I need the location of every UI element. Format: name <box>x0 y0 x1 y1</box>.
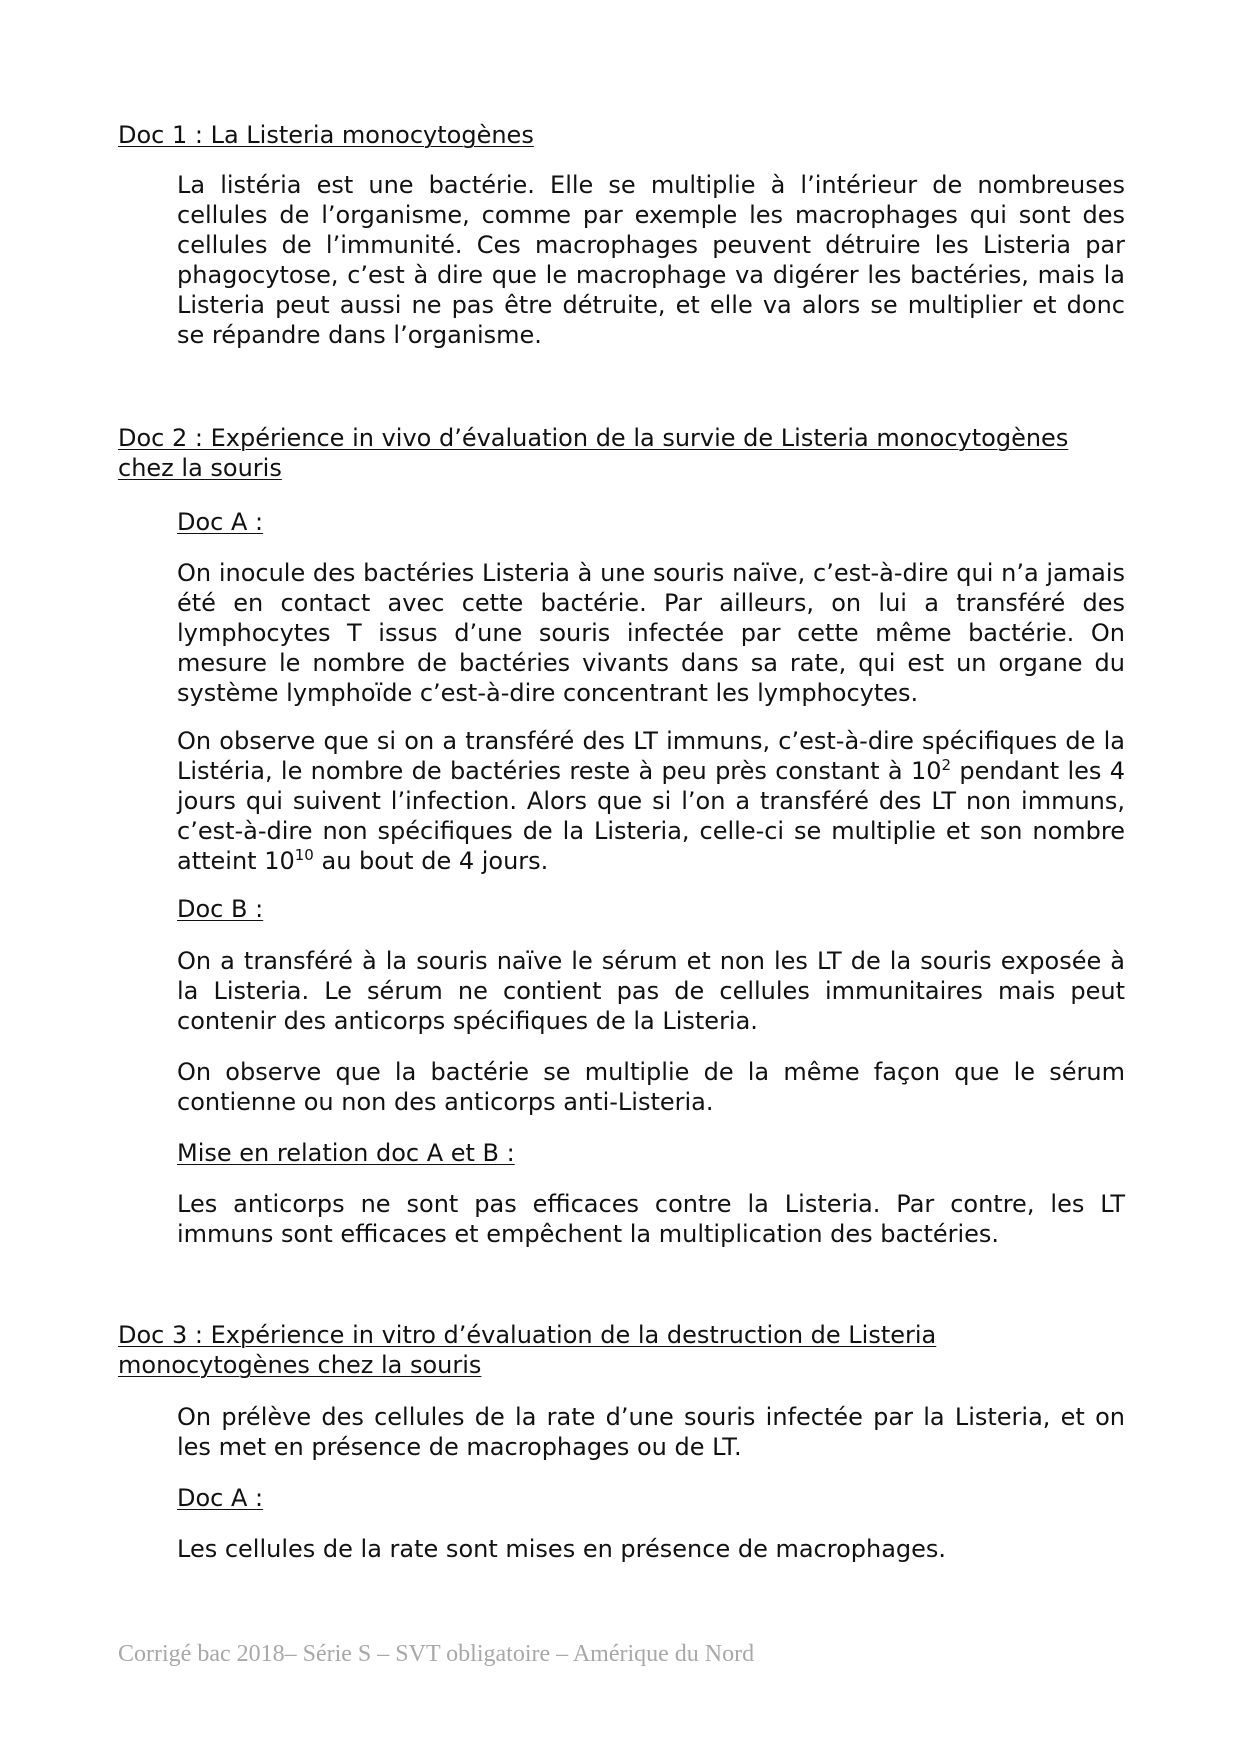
relation-paragraph: Les anticorps ne sont pas efficaces contre la Listeria. Par contre, les LT immuns sont efficaces et empêchent la multiplication des bactéries. <box>177 1190 1125 1248</box>
exponent: 10 <box>294 846 314 864</box>
doc2-docA-paragraph-2 <box>177 726 1125 876</box>
doc2-docB-paragraph-2: On observe que la bactérie se multiplie de la même façon que le sérum contienne ou non des anticorps anti-Listeria. <box>177 1058 1125 1116</box>
doc1-paragraph: La listéria est une bactérie. Elle se multiplie à l’intérieur de nombreuses cellules de l’organisme, comme par exemple les macrophages qui sont des cellules de l’immunité. Ces macrophages peuvent détruire les Listeria par phagocytose, c’est à dire que le macrophage va digérer les bactéries, mais la Listeria peut aussi ne pas être détruite, et elle va alors se multiplier et donc se répandre dans l’organisme. <box>177 171 1125 349</box>
page-footer: Corrigé bac 2018– Série S – SVT obligatoire – Amérique du Nord <box>118 1641 755 1667</box>
text-run: On observe que si on a transféré des LT immuns, c’est-à-dire spécifiques de la Listéria, le nombre de bactéries reste à peu près constant à <box>177 727 1125 785</box>
doc1-heading: Doc 1 : La Listeria monocytogènes <box>118 121 534 149</box>
doc3-heading: Doc 3 : Expérience in vitro d’évaluation de la destruction de Listeria monocytogènes chez la souris <box>118 1321 937 1379</box>
doc3-intro: On prélève des cellules de la rate d’une souris infectée par la Listeria, et on les met en présence de macrophages ou de LT. <box>177 1403 1125 1461</box>
doc2-docA-paragraph-1: On inocule des bactéries Listeria à une souris naïve, c’est-à-dire qui n’a jamais été en contact avec cette bactérie. Par ailleurs, on lui a transféré des lymphocytes T issus d’une souris infectée par cette même bactérie. On mesure le nombre de bactéries vivants dans sa rate, qui est un organe du système lymphoïde c’est-à-dire concentrant les lymphocytes. <box>177 559 1125 707</box>
exponent: 2 <box>941 756 952 774</box>
power-of-ten: 10 <box>910 757 942 785</box>
doc3-docA-paragraph: Les cellules de la rate sont mises en présence de macrophages. <box>177 1535 947 1563</box>
doc2-docA-label: Doc A : <box>177 508 264 536</box>
power-of-ten: 10 <box>264 847 295 875</box>
doc2-docB-label: Doc B : <box>177 895 264 923</box>
doc3-docA-label: Doc A : <box>177 1484 264 1512</box>
relation-label: Mise en relation doc A et B : <box>177 1139 515 1167</box>
text-run: pendant les 4 jours qui suivent l’infection. Alors que si l’on a transféré des LT non immuns, c’est-à-dire non spécifiques de la Listeria, celle-ci se multiplie et son nombre atteint <box>177 757 1125 875</box>
text-run: au bout de 4 jours. <box>313 847 549 875</box>
doc2-docB-paragraph-1: On a transféré à la souris naïve le sérum et non les LT de la souris exposée à la Listeria. Le sérum ne contient pas de cellules immunitaires mais peut contenir des anticorps spécifiques de la Listeria. <box>177 947 1125 1035</box>
doc2-heading: Doc 2 : Expérience in vivo d’évaluation de la survie de Listeria monocytogènes chez la souris <box>118 424 1069 482</box>
